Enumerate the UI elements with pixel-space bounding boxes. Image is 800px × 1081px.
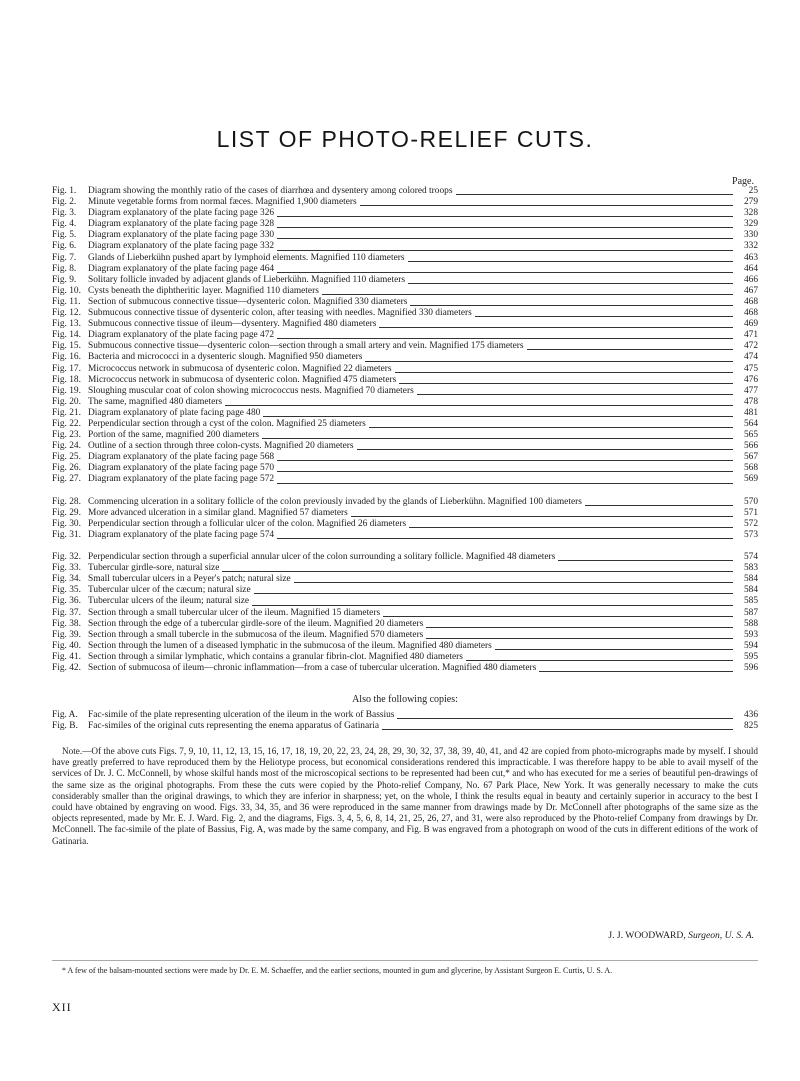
- figure-number: Fig. 30.: [52, 518, 81, 529]
- dot-leader: [252, 605, 733, 606]
- figure-page: 471: [743, 330, 758, 341]
- figure-number: Fig. 32.: [52, 552, 81, 563]
- figure-entry: [52, 408, 758, 419]
- dot-leader: [222, 571, 733, 572]
- figure-number: Fig. 9.: [52, 274, 77, 285]
- figure-number: Fig. 28.: [52, 496, 81, 507]
- figure-number: Fig. 31.: [52, 529, 81, 540]
- dot-leader: [277, 338, 733, 339]
- figure-description: The same, magnified 480 diameters: [88, 396, 223, 407]
- figure-entry: [52, 652, 758, 663]
- figure-entry: [52, 264, 758, 275]
- figure-entry: [52, 186, 758, 197]
- figure-number: Fig. 35.: [52, 585, 81, 596]
- figure-number: Fig. 29.: [52, 507, 81, 518]
- dot-leader: [365, 361, 733, 362]
- page-column-label: Page.: [732, 176, 754, 187]
- figure-description: Commencing ulceration in a solitary follicle of the colon previously invaded by the glands of Lieberkühn. Magnified 100 diameters: [88, 496, 582, 507]
- figure-description: Diagram explanatory of plate facing page 480: [88, 407, 261, 418]
- figure-description: Section through a small tubercle in the submucosa of the ileum. Magnified 570 diameters: [88, 629, 424, 640]
- figure-entry: [52, 619, 758, 630]
- figure-number: Fig. B.: [52, 721, 78, 732]
- dot-leader: [426, 627, 733, 628]
- dot-leader: [254, 593, 733, 594]
- figure-entry: [52, 563, 758, 574]
- figure-page: 594: [743, 640, 758, 651]
- dot-leader: [277, 250, 733, 251]
- dot-leader: [426, 638, 733, 639]
- figure-page: 279: [743, 197, 758, 208]
- figure-number: Fig. 14.: [52, 330, 81, 341]
- figure-entry: [52, 541, 758, 563]
- dot-leader: [399, 383, 733, 384]
- figure-number: Fig. 38.: [52, 618, 81, 629]
- figure-page: 585: [743, 596, 758, 607]
- figure-page: 474: [743, 352, 758, 363]
- figure-entry: [52, 585, 758, 596]
- figure-description: Micrococcus network in submucosa of dysenteric colon. Magnified 475 diameters: [88, 374, 397, 385]
- figure-description: Bacteria and micrococci in a dysenteric slough. Magnified 950 diameters: [88, 352, 363, 363]
- figure-number: Fig. 41.: [52, 651, 81, 662]
- figure-page: 463: [743, 252, 758, 263]
- figure-page: 573: [743, 529, 758, 540]
- signature: [608, 930, 754, 941]
- dot-leader: [277, 227, 733, 228]
- dot-leader: [495, 649, 733, 650]
- figure-page: 567: [743, 452, 758, 463]
- figure-page: 584: [743, 574, 758, 585]
- figure-page: 569: [743, 474, 758, 485]
- figure-description: Tubercular girdle-sore, natural size: [88, 563, 220, 574]
- figure-number: Fig. 39.: [52, 629, 81, 640]
- figure-description: Diagram explanatory of the plate facing page 328: [88, 219, 275, 230]
- figure-number: Fig. 17.: [52, 363, 81, 374]
- figure-entry: [52, 275, 758, 286]
- figure-page: 466: [743, 274, 758, 285]
- figure-entry: [52, 319, 758, 330]
- figure-description: Solitary follicle invaded by adjacent glands of Lieberkühn. Magnified 110 diameters: [88, 274, 406, 285]
- figure-description: More advanced ulceration in a similar gland. Magnified 57 diameters: [88, 507, 348, 518]
- figure-number: Fig. 18.: [52, 374, 81, 385]
- dot-leader: [585, 505, 733, 506]
- figure-page: 330: [743, 230, 758, 241]
- figure-page: 329: [743, 219, 758, 230]
- dot-leader: [351, 516, 733, 517]
- dot-leader: [277, 471, 733, 472]
- also-heading: Also the following copies:: [352, 694, 458, 705]
- figure-entry: [52, 208, 758, 219]
- dot-leader: [397, 718, 733, 719]
- figure-page: 468: [743, 308, 758, 319]
- figure-description: Section through a similar lymphatic, which contains a granular fibrin-clot. Magnified 480 diameters: [88, 651, 463, 662]
- figure-description: Micrococcus network in submucosa of dysenteric colon. Magnified 22 diameters: [88, 363, 392, 374]
- figure-description: Minute vegetable forms from normal fæces. Magnified 1,900 diameters: [88, 197, 357, 208]
- figure-page: 476: [743, 374, 758, 385]
- dot-leader: [369, 427, 733, 428]
- page-title: LIST OF PHOTO-RELIEF CUTS.: [216, 126, 594, 152]
- figure-number: Fig. 20.: [52, 396, 81, 407]
- figure-entry: [52, 486, 758, 508]
- dot-leader: [294, 582, 733, 583]
- figure-entry: [52, 230, 758, 241]
- figure-number: Fig. 22.: [52, 418, 81, 429]
- figure-page: 469: [743, 319, 758, 330]
- dot-leader: [456, 194, 734, 195]
- dot-leader: [277, 216, 733, 217]
- figure-entry: [52, 397, 758, 408]
- dot-leader: [263, 416, 733, 417]
- figure-page: 436: [743, 710, 758, 720]
- figure-description: Section through the lumen of a diseased lymphatic in the submucosa of the ileum. Magnified 480 diameters: [88, 640, 492, 651]
- figure-number: Fig. A.: [52, 710, 78, 720]
- footnote: * A few of the balsam-mounted sections were made by Dr. E. M. Schaeffer, and the earlier sections, mounted in gum and glycerine, by Assistant Surgeon E. Curtis, U. S. A.: [62, 966, 613, 975]
- figure-description: Glands of Lieberkühn pushed apart by lymphoid elements. Magnified 110 diameters: [88, 252, 405, 263]
- dot-leader: [322, 294, 733, 295]
- figure-page: 328: [743, 208, 758, 219]
- figure-page: 588: [743, 618, 758, 629]
- figure-entry: [52, 297, 758, 308]
- figure-description: Section through a small tubercular ulcer of the ileum. Magnified 15 diameters: [88, 607, 381, 618]
- figure-number: Fig. 26.: [52, 463, 81, 474]
- figure-entry: [52, 352, 758, 363]
- figure-entry: [52, 441, 758, 452]
- figure-number: Fig. 33.: [52, 563, 81, 574]
- figure-description: Diagram explanatory of the plate facing page 332: [88, 241, 275, 252]
- figure-number: Fig. 7.: [52, 252, 77, 263]
- figure-page: 596: [743, 663, 758, 674]
- dot-leader: [408, 261, 733, 262]
- footnote-divider: [52, 960, 758, 961]
- figure-number: Fig. 21.: [52, 407, 81, 418]
- figure-number: Fig. 5.: [52, 230, 77, 241]
- figure-number: Fig. 36.: [52, 596, 81, 607]
- copies-list: [52, 710, 758, 732]
- figure-description: Perpendicular section through a follicular ulcer of the colon. Magnified 26 diameters: [88, 518, 407, 529]
- figure-page: 593: [743, 629, 758, 640]
- figure-entry: [52, 710, 758, 721]
- dot-leader: [382, 729, 733, 730]
- figure-number: Fig. 6.: [52, 241, 77, 252]
- figure-page: 595: [743, 651, 758, 662]
- figure-description: Tubercular ulcer of the cæcum; natural size: [88, 585, 251, 596]
- figure-page: 572: [743, 518, 758, 529]
- figure-number: Fig. 15.: [52, 341, 81, 352]
- figure-number: Fig. 1.: [52, 186, 77, 196]
- figure-entry: [52, 364, 758, 375]
- figure-page: 584: [743, 585, 758, 596]
- figure-entry: [52, 330, 758, 341]
- page-number: XII: [52, 1000, 72, 1014]
- signature-title: Surgeon, U. S. A.: [688, 930, 754, 941]
- figure-entry: [52, 574, 758, 585]
- figure-page: 478: [743, 396, 758, 407]
- figure-entry: [52, 341, 758, 352]
- figure-entry: [52, 375, 758, 386]
- figure-page: 570: [743, 496, 758, 507]
- dot-leader: [527, 349, 733, 350]
- dot-leader: [277, 238, 733, 239]
- figure-description: Diagram explanatory of the plate facing page 570: [88, 463, 275, 474]
- figure-number: Fig. 12.: [52, 308, 81, 319]
- figure-description: Submucous connective tissue—dysenteric colon—section through a small artery and vein. Magnified 175 diameters: [88, 341, 524, 352]
- figure-number: Fig. 4.: [52, 219, 77, 230]
- figure-page: 477: [743, 385, 758, 396]
- figure-page: 566: [743, 441, 758, 452]
- figure-number: Fig. 37.: [52, 607, 81, 618]
- figure-page: 583: [743, 563, 758, 574]
- figure-entry: [52, 663, 758, 674]
- figure-description: Perpendicular section through a cyst of the colon. Magnified 25 diameters: [88, 418, 366, 429]
- figure-number: Fig. 40.: [52, 640, 81, 651]
- figure-description: Sloughing muscular coat of colon showing micrococcus nests. Magnified 70 diameters: [88, 385, 414, 396]
- figure-description: Section through the edge of a tubercular girdle-sore of the ileum. Magnified 20 diameters: [88, 618, 424, 629]
- figure-entry: [52, 219, 758, 230]
- dot-leader: [409, 527, 733, 528]
- figure-description: Fac-simile of the plate representing ulceration of the ileum in the work of Bassius: [88, 710, 395, 720]
- figure-number: Fig. 23.: [52, 430, 81, 441]
- figure-page: 587: [743, 607, 758, 618]
- figure-number: Fig. 24.: [52, 441, 81, 452]
- figure-page: 332: [743, 241, 758, 252]
- figure-description: Diagram explanatory of the plate facing page 330: [88, 230, 275, 241]
- note-paragraph: Note.—Of the above cuts Figs. 7, 9, 10, 11, 12, 13, 15, 16, 17, 18, 19, 20, 22, 23, 24, 28, 29, 30, 32, 37, 38, 39, 40, 41, and 42 are copied from photo-micrographs made by myself. I should have greatly preferred to have reproduced them by the Heliotype process, but economical considerations rendered this impracticable. I was therefore happy to be able to avail myself of the services of Dr. J. C. McConnell, by whose skilful hands most of the microscopical sections to be represented had been cut,* and who has executed for me a series of beautiful pen-drawings of the same size as the original photographs. From these the cuts were copied by the Photo-relief Company, No. 67 Park Place, New York. It was generally necessary to make the cuts considerably smaller than the original drawings, to which they are inferior in sharpness; yet, on the whole, I think the results equal in beauty and certainly superior in accuracy to the best I could have obtained by engraving on wood. Figs. 33, 34, 35, and 36 were reproduced in the same manner from drawings made by Dr. McConnell after photographs of the same size as the objects represented, made by Mr. E. J. Ward. Fig. 2, and the diagrams, Figs. 3, 4, 5, 6, 8, 14, 21, 25, 26, 27, and 31, were also reproduced by the Photo-relief Company from drawings by Dr. McConnell. The fac-simile of the plate of Bassius, Fig. A, was made by the same company, and Fig. B was engraved from a photograph on wood of the cuts in different editions of the work of Gatinaria.: [52, 746, 758, 846]
- figure-entry: [52, 386, 758, 397]
- dot-leader: [558, 560, 733, 561]
- figure-page: 25: [748, 186, 758, 196]
- figure-entry: [52, 197, 758, 208]
- dot-leader: [383, 616, 733, 617]
- figure-description: Diagram explanatory of the plate facing page 326: [88, 208, 275, 219]
- dot-leader: [475, 316, 733, 317]
- dot-leader: [379, 327, 733, 328]
- figure-entry: [52, 463, 758, 474]
- dot-leader: [262, 438, 733, 439]
- figure-description: Submucous connective tissue of ileum—dysentery. Magnified 480 diameters: [88, 319, 377, 330]
- dot-leader: [395, 372, 733, 373]
- figure-description: Diagram explanatory of the plate facing page 574: [88, 529, 275, 540]
- figure-description: Diagram explanatory of the plate facing page 464: [88, 263, 275, 274]
- figure-number: Fig. 11.: [52, 296, 81, 307]
- figure-description: Portion of the same, magnified 200 diameters: [88, 430, 260, 441]
- figure-page: 571: [743, 507, 758, 518]
- figure-entry: [52, 286, 758, 297]
- figure-description: Diagram showing the monthly ratio of the cases of diarrhœa and dysentery among colored troops: [88, 186, 453, 196]
- dot-leader: [277, 538, 733, 539]
- figure-description: Submucous connective tissue of dysenteric colon, after teasing with needles. Magnified 330 diameters: [88, 308, 472, 319]
- figure-description: Diagram explanatory of the plate facing page 472: [88, 330, 275, 341]
- dot-leader: [277, 272, 733, 273]
- figure-description: Diagram explanatory of the plate facing page 568: [88, 452, 275, 463]
- figure-description: Cysts beneath the diphtheritic layer. Magnified 110 diameters: [88, 285, 319, 296]
- figure-entry: [52, 608, 758, 619]
- dot-leader: [360, 205, 733, 206]
- figure-page: 464: [743, 263, 758, 274]
- dot-leader: [225, 405, 733, 406]
- figure-entry: [52, 596, 758, 607]
- figure-entry: [52, 430, 758, 441]
- figure-entry: [52, 474, 758, 485]
- figure-description: Section of submucosa of ileum—chronic inflammation—from a case of tubercular ulceration. Magnified 480 diameters: [88, 663, 537, 674]
- figure-description: Fac-similes of the original cuts representing the enema apparatus of Gatinaria: [88, 721, 380, 732]
- figure-page: 468: [743, 296, 758, 307]
- figure-number: Fig. 19.: [52, 385, 81, 396]
- figure-page: 565: [743, 430, 758, 441]
- figure-list: [52, 186, 758, 674]
- figure-entry: [52, 241, 758, 252]
- figure-page: 467: [743, 285, 758, 296]
- figure-page: 475: [743, 363, 758, 374]
- figure-number: Fig. 3.: [52, 208, 77, 219]
- figure-entry: [52, 519, 758, 530]
- figure-description: Section of submucous connective tissue—dysenteric colon. Magnified 330 diameters: [88, 296, 408, 307]
- figure-entry: [52, 641, 758, 652]
- figure-entry: [52, 721, 758, 732]
- figure-page: 574: [743, 552, 758, 563]
- figure-description: Small tubercular ulcers in a Peyer's patch; natural size: [88, 574, 291, 585]
- figure-description: Tubercular ulcers of the ileum; natural size: [88, 596, 250, 607]
- figure-number: Fig. 27.: [52, 474, 81, 485]
- figure-number: Fig. 16.: [52, 352, 81, 363]
- figure-number: Fig. 25.: [52, 452, 81, 463]
- figure-entry: [52, 452, 758, 463]
- figure-number: Fig. 10.: [52, 285, 81, 296]
- figure-page: 472: [743, 341, 758, 352]
- figure-number: Fig. 13.: [52, 319, 81, 330]
- dot-leader: [277, 483, 733, 484]
- figure-number: Fig. 2.: [52, 197, 77, 208]
- figure-page: 568: [743, 463, 758, 474]
- figure-entry: [52, 419, 758, 430]
- figure-page: 481: [743, 407, 758, 418]
- figure-description: Perpendicular section through a superficial annular ulcer of the colon surrounding a solitary follicle. Magnified 48 diameters: [88, 552, 556, 563]
- figure-number: Fig. 34.: [52, 574, 81, 585]
- figure-description: Outline of a section through three colon-cysts. Magnified 20 diameters: [88, 441, 354, 452]
- dot-leader: [357, 449, 733, 450]
- figure-entry: [52, 508, 758, 519]
- signature-name: J. J. WOODWARD,: [608, 930, 686, 941]
- figure-entry: [52, 308, 758, 319]
- figure-entry: [52, 253, 758, 264]
- figure-description: Diagram explanatory of the plate facing page 572: [88, 474, 275, 485]
- figure-number: Fig. 8.: [52, 263, 77, 274]
- dot-leader: [408, 283, 733, 284]
- dot-leader: [539, 671, 733, 672]
- dot-leader: [466, 660, 733, 661]
- dot-leader: [277, 460, 733, 461]
- figure-page: 825: [743, 721, 758, 732]
- dot-leader: [410, 305, 733, 306]
- figure-entry: [52, 630, 758, 641]
- figure-page: 564: [743, 418, 758, 429]
- dot-leader: [417, 394, 733, 395]
- figure-number: Fig. 42.: [52, 663, 81, 674]
- figure-entry: [52, 530, 758, 541]
